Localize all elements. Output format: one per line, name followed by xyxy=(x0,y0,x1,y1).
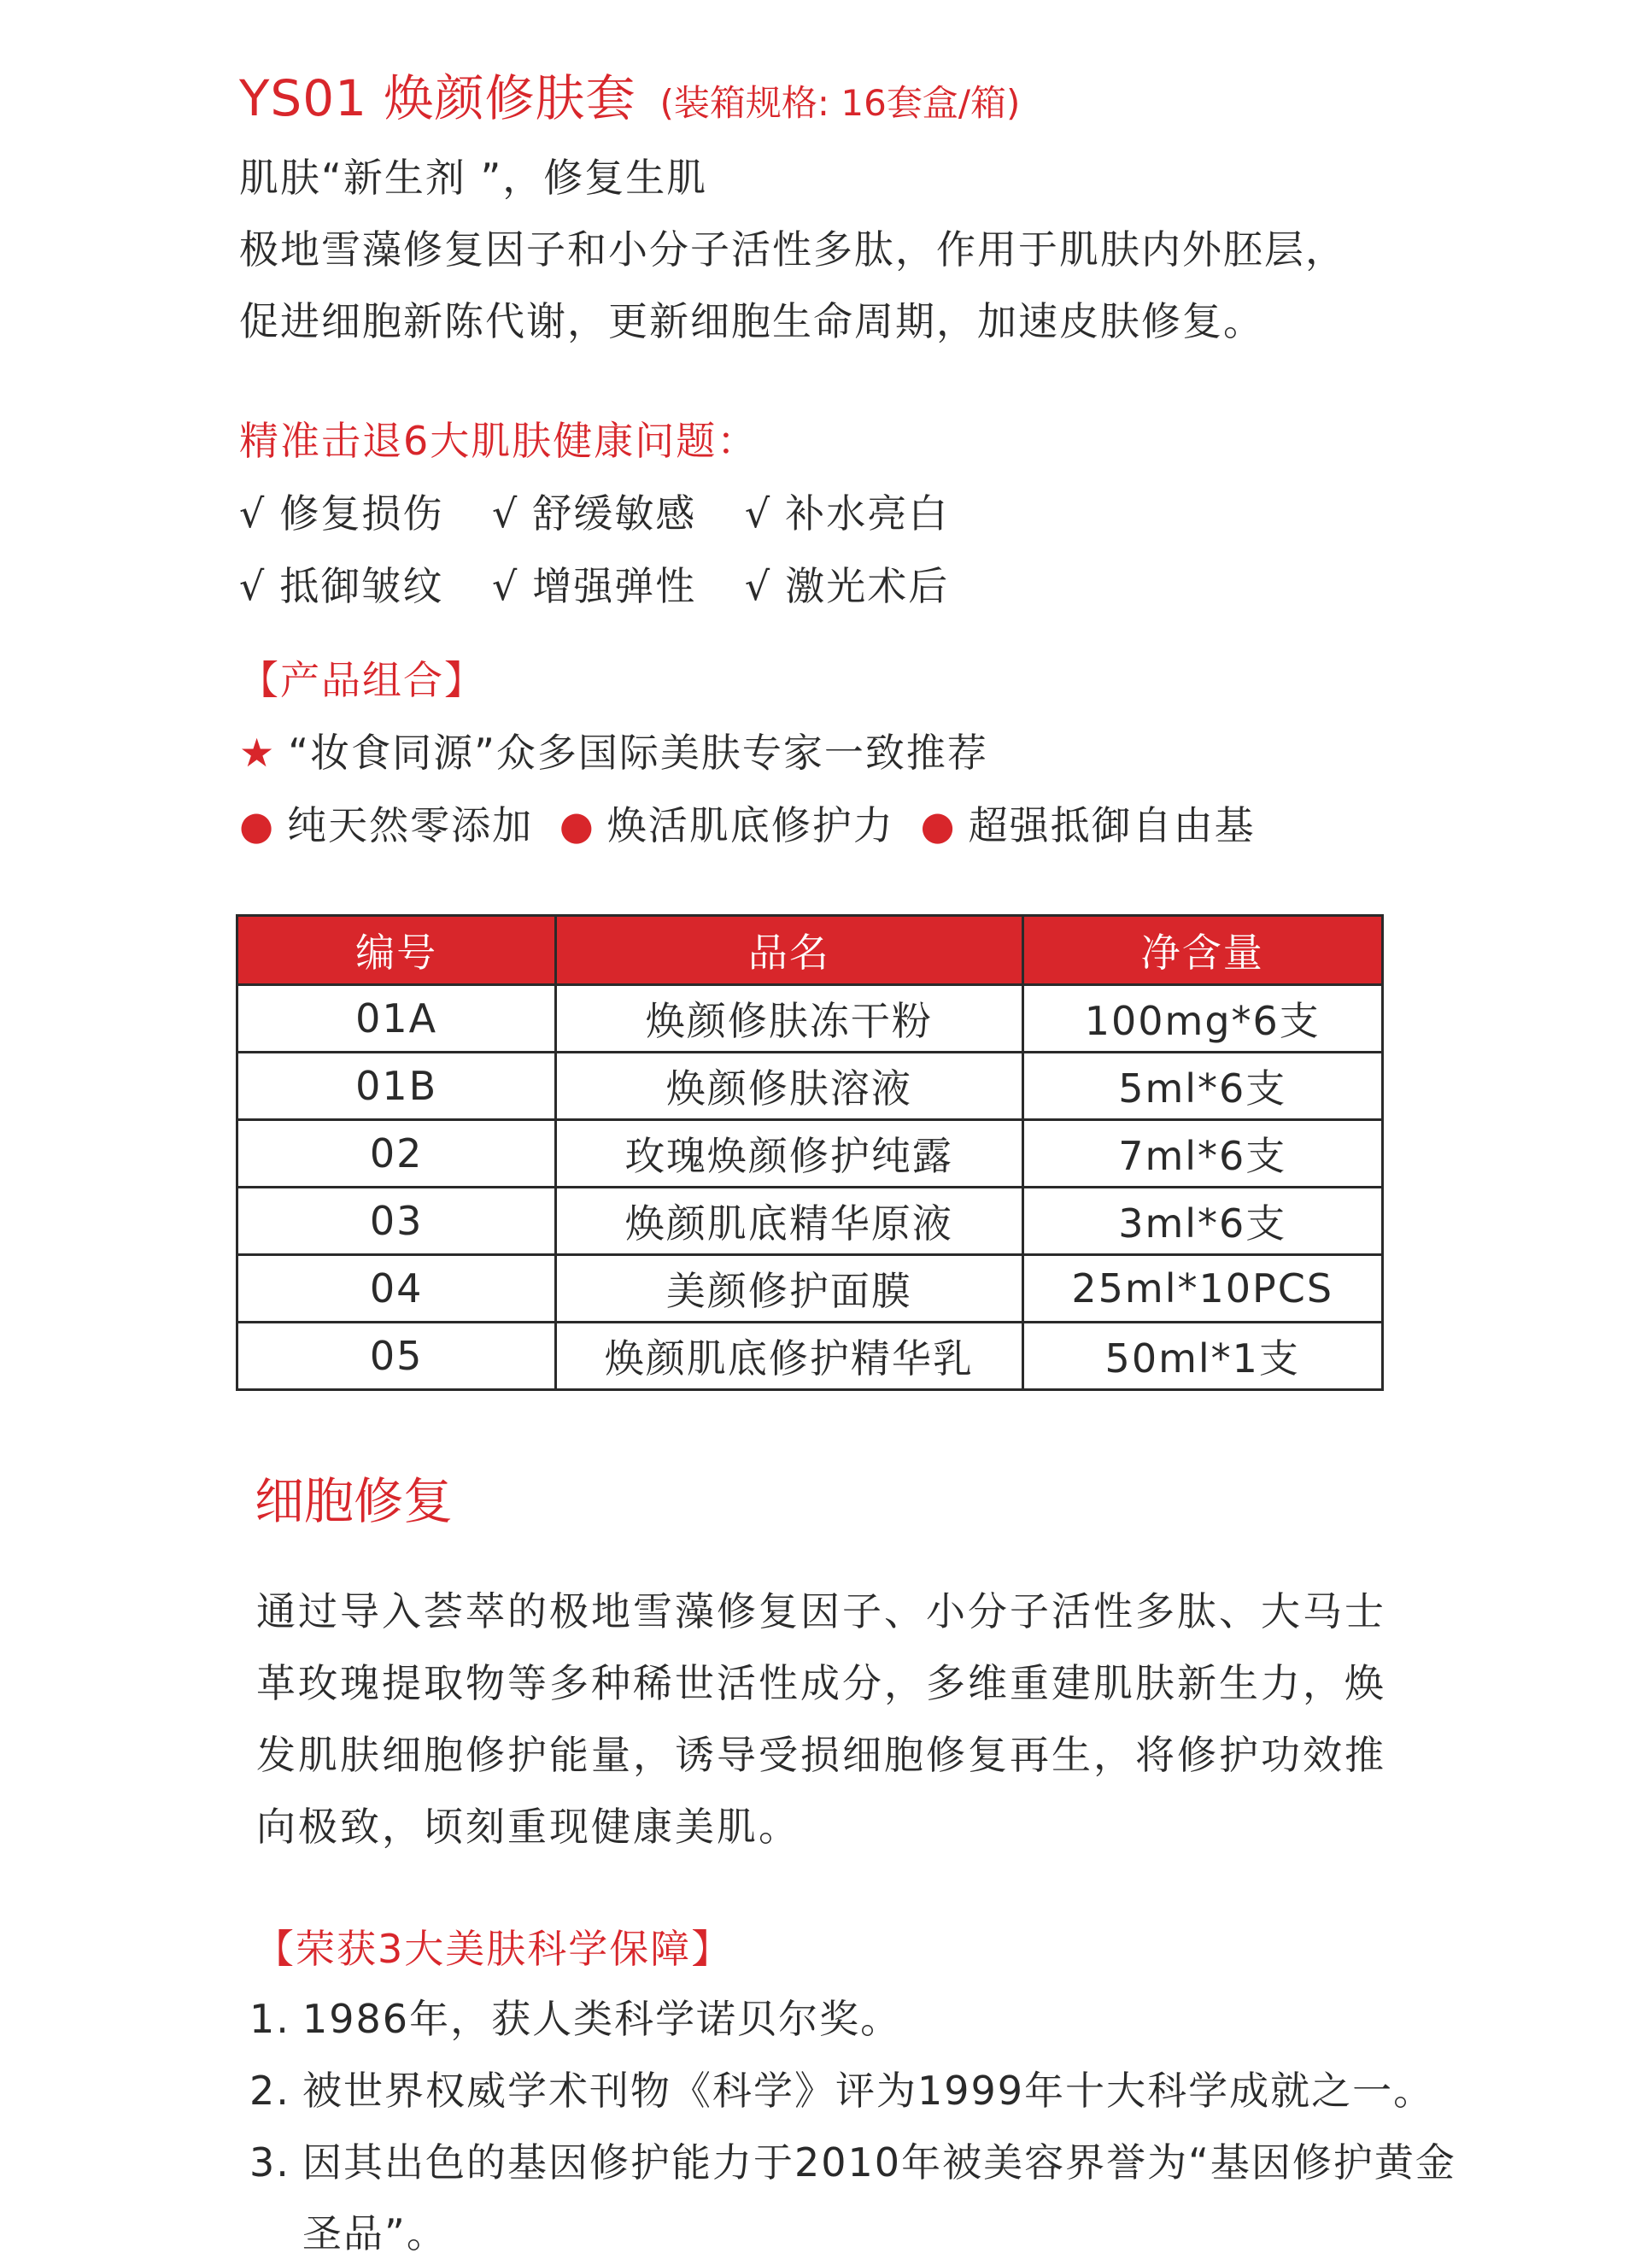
cell-volume: 25ml*10PCS xyxy=(1022,1255,1383,1323)
table-row xyxy=(237,1053,1383,1120)
cell-name: 焕颜肌底修护精华乳 xyxy=(556,1323,1022,1390)
awards-heading: 【荣获3大美肤科学保障】 xyxy=(255,1926,733,1972)
repair-paragraph-line: 发肌肤细胞修护能量，诱导受损细胞修复再生，将修护功效推 xyxy=(256,1732,1386,1778)
cell-code: 05 xyxy=(237,1323,556,1390)
check-icon: √ xyxy=(491,490,519,537)
feature-item: ● 焕活肌底修护力 xyxy=(559,802,894,848)
packing-spec: (装箱规格: 16套盒/箱) xyxy=(659,82,1021,124)
list-number: 3. xyxy=(249,2139,290,2186)
cell-volume: 100mg*6支 xyxy=(1022,985,1383,1053)
problems-heading: 精准击退6大肌肤健康问题： xyxy=(239,418,759,464)
award-item: 2. 被世界权威学术刊物《科学》评为1999年十大科学成就之一。 xyxy=(249,2068,1435,2114)
cell-name: 玫瑰焕颜修护纯露 xyxy=(556,1120,1022,1188)
cell-name: 焕颜肌底精华原液 xyxy=(556,1188,1022,1255)
award-item: 3. 因其出色的基因修护能力于2010年被美容界誉为“基因修护黄金 xyxy=(249,2139,1456,2186)
cell-code: 03 xyxy=(237,1188,556,1255)
problem-item: √ 增强弹性 xyxy=(491,563,697,609)
problem-item: √ 补水亮白 xyxy=(744,490,950,537)
column-header-volume: 净含量 xyxy=(1022,916,1383,985)
check-icon: √ xyxy=(491,563,519,609)
cell-volume: 5ml*6支 xyxy=(1022,1053,1383,1120)
bullet-dot-icon: ● xyxy=(559,802,595,848)
repair-paragraph-line: 革玫瑰提取物等多种稀世活性成分，多维重建肌肤新生力，焕 xyxy=(256,1660,1386,1706)
star-icon: ★ xyxy=(239,730,277,776)
page-title: YS01 焕颜修肤套 xyxy=(239,69,636,127)
problem-item: √ 抵御皱纹 xyxy=(239,563,444,609)
feature-item: ● 超强抵御自由基 xyxy=(920,802,1256,848)
product-table xyxy=(236,914,1384,1391)
cell-name: 焕颜修肤溶液 xyxy=(556,1053,1022,1120)
cell-code: 01A xyxy=(237,985,556,1053)
award-item-continuation: 圣品”。 xyxy=(302,2210,448,2256)
cell-volume: 7ml*6支 xyxy=(1022,1120,1383,1188)
cell-volume: 3ml*6支 xyxy=(1022,1188,1383,1255)
section-title-cell-repair: 细胞修复 xyxy=(255,1472,454,1530)
cell-name: 焕颜修肤冻干粉 xyxy=(556,985,1022,1053)
intro-line-2: 极地雪藻修复因子和小分子活性多肽，作用于肌肤内外胚层， xyxy=(239,226,1346,273)
combo-heading: 【产品组合】 xyxy=(239,657,485,703)
table-row xyxy=(237,1188,1383,1255)
table-row xyxy=(237,1323,1383,1390)
check-icon: √ xyxy=(239,563,267,609)
combo-tagline: ★ “妆食同源”众多国际美肤专家一致推荐 xyxy=(239,730,988,776)
problem-item: √ 舒缓敏感 xyxy=(491,490,697,537)
problem-item: √ 激光术后 xyxy=(744,563,950,609)
award-item: 1. 1986年，获人类科学诺贝尔奖。 xyxy=(249,1996,902,2042)
table-row xyxy=(237,1255,1383,1323)
page-title-line xyxy=(239,58,1020,126)
table-header-row xyxy=(237,916,1383,985)
bullet-dot-icon: ● xyxy=(920,802,957,848)
repair-paragraph-line: 向极致，顷刻重现健康美肌。 xyxy=(256,1804,800,1850)
problems-row-1 xyxy=(239,483,983,539)
cell-code: 01B xyxy=(237,1053,556,1120)
check-icon: √ xyxy=(239,490,267,537)
problem-item: √ 修复损伤 xyxy=(239,490,444,537)
cell-name: 美颜修护面膜 xyxy=(556,1255,1022,1323)
cell-code: 02 xyxy=(237,1120,556,1188)
table-row xyxy=(237,985,1383,1053)
cell-volume: 50ml*1支 xyxy=(1022,1323,1383,1390)
repair-paragraph-line: 通过导入荟萃的极地雪藻修复因子、小分子活性多肽、大马士 xyxy=(256,1588,1386,1634)
check-icon: √ xyxy=(744,490,772,537)
table-row xyxy=(237,1120,1383,1188)
combo-features xyxy=(239,795,1268,851)
list-number: 1. xyxy=(249,1996,290,2042)
problems-row-2 xyxy=(239,555,983,612)
intro-line-3: 促进细胞新陈代谢，更新细胞生命周期，加速皮肤修复。 xyxy=(239,298,1264,344)
intro-line-1: 肌肤“新生剂 ”，修复生肌 xyxy=(239,155,708,201)
list-number: 2. xyxy=(249,2068,290,2114)
column-header-code: 编号 xyxy=(237,916,556,985)
column-header-name: 品名 xyxy=(556,916,1022,985)
check-icon: √ xyxy=(744,563,772,609)
cell-code: 04 xyxy=(237,1255,556,1323)
feature-item: ● 纯天然零添加 xyxy=(239,802,534,848)
bullet-dot-icon: ● xyxy=(239,802,276,848)
